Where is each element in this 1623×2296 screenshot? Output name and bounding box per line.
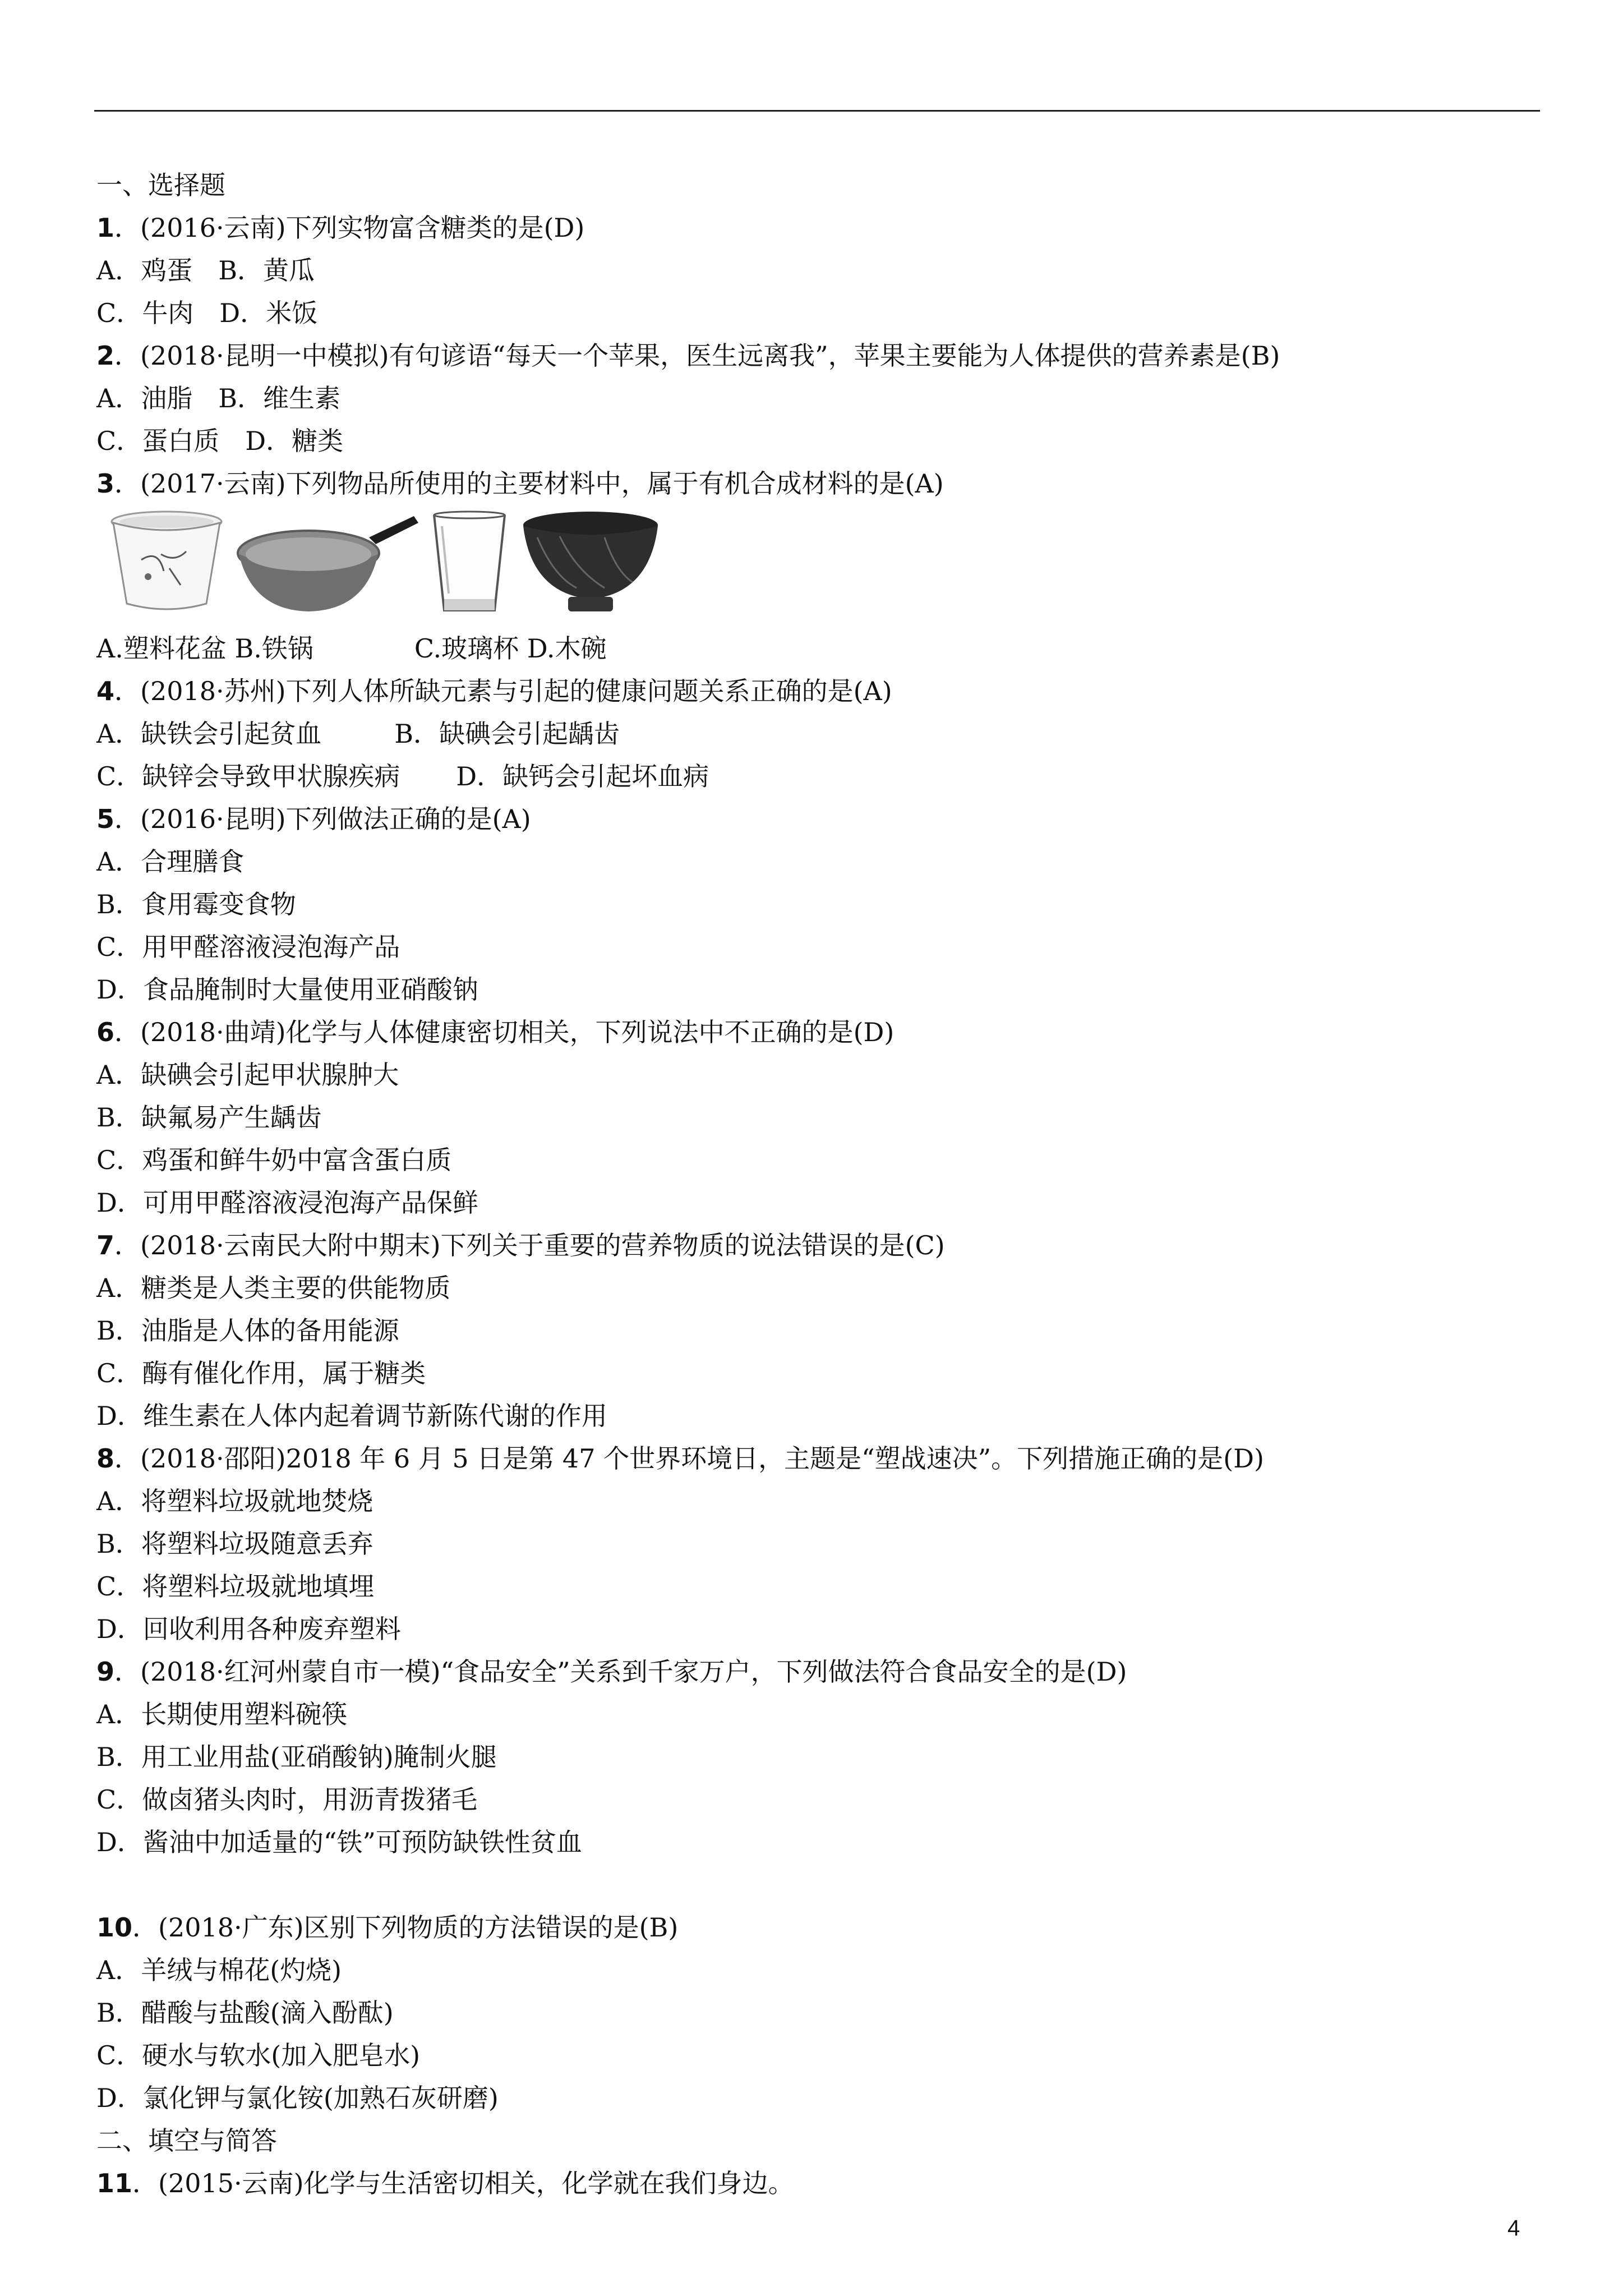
wooden-bowl-icon <box>520 509 661 616</box>
question-10 <box>96 1906 1532 1949</box>
option-d: D．缺钙会引起坏血病 <box>456 761 709 792</box>
question-stem: ．(2015·云南)化学与生活密切相关，化学就在我们身边。 <box>132 2168 794 2198</box>
option-a: A．合理膳食 <box>96 846 245 877</box>
question-3-options <box>96 627 1532 670</box>
option-c: C．酶有催化作用，属于糖类 <box>96 1358 426 1388</box>
question-1-options-row-2: C．牛肉 D．米饭 <box>96 298 318 328</box>
question-number: 7 <box>96 1230 115 1260</box>
section-heading: 一、选择题 <box>96 170 225 200</box>
question-number: 2 <box>96 341 115 371</box>
option-d: D．氯化钾与氯化铵(加熟石灰研磨) <box>96 2083 499 2113</box>
question-stem: ．(2018·昆明一中模拟)有句谚语“每天一个苹果，医生远离我”，苹果主要能为人体提供的营养素是(B) <box>114 341 1280 371</box>
option-b: B．用工业用盐(亚硝酸钠)腌制火腿 <box>96 1742 497 1772</box>
option-c: C．鸡蛋和鲜牛奶中富含蛋白质 <box>96 1145 452 1175</box>
question-number: 11 <box>96 2168 133 2198</box>
question-2-options-row-1: A．油脂 B．维生素 <box>96 383 341 413</box>
question-number: 6 <box>96 1017 115 1047</box>
question-7 <box>96 1224 1532 1267</box>
wok-icon <box>236 509 421 616</box>
question-stem: ．(2017·云南)下列物品所使用的主要材料中，属于有机合成材料的是(A) <box>114 468 944 499</box>
question-number: 3 <box>96 468 115 499</box>
question-stem: ．(2018·苏州)下列人体所缺元素与引起的健康问题关系正确的是(A) <box>114 676 892 706</box>
section-heading: 二、填空与简答 <box>96 2125 277 2156</box>
blank-line <box>96 1864 1532 1906</box>
option-b: B．油脂是人体的备用能源 <box>96 1315 399 1346</box>
question-2 <box>96 334 1532 377</box>
question-number: 8 <box>96 1443 115 1474</box>
question-9 <box>96 1650 1532 1693</box>
question-3-images <box>96 509 1532 622</box>
option-b: B．食用霉变食物 <box>96 889 296 919</box>
question-11 <box>96 2162 1532 2205</box>
option-c: C．缺锌会导致甲状腺疾病 <box>96 761 400 792</box>
question-stem: ．(2018·广东)区别下列物质的方法错误的是(B) <box>132 1912 679 1943</box>
option-d: D．可用甲醛溶液浸泡海产品保鲜 <box>96 1188 478 1218</box>
question-6 <box>96 1011 1532 1053</box>
option-d: D．回收利用各种废弃塑料 <box>96 1614 401 1644</box>
option-d: D．酱油中加适量的“铁”可预防缺铁性贫血 <box>96 1827 582 1857</box>
question-2-options-row-2: C．蛋白质 D．糖类 <box>96 426 344 456</box>
question-stem: ．(2016·昆明)下列做法正确的是(A) <box>114 804 531 834</box>
question-stem: ．(2018·曲靖)化学与人体健康密切相关，下列说法中不正确的是(D) <box>114 1017 895 1047</box>
options-c-d: C.玻璃杯 D.木碗 <box>414 633 607 664</box>
question-3 <box>96 462 1532 505</box>
option-a: A．缺铁会引起贫血 <box>96 719 322 749</box>
question-1 <box>96 206 1532 249</box>
glass-cup-icon <box>427 509 511 616</box>
option-b: B．缺碘会引起龋齿 <box>394 719 620 749</box>
option-a: A．长期使用塑料碗筷 <box>96 1699 348 1729</box>
question-stem: ．(2018·云南民大附中期末)下列关于重要的营养物质的说法错误的是(C) <box>114 1230 945 1260</box>
question-number: 1 <box>96 213 115 243</box>
header-rule <box>94 110 1540 112</box>
option-c: C．硬水与软水(加入肥皂水) <box>96 2040 421 2070</box>
options-a-b: A.塑料花盆 B.铁锅 <box>96 633 313 664</box>
flower-pot-icon <box>108 509 225 616</box>
worksheet-content <box>96 164 1532 2205</box>
option-a: A．糖类是人类主要的供能物质 <box>96 1273 451 1303</box>
option-d: D．食品腌制时大量使用亚硝酸钠 <box>96 974 478 1005</box>
question-4-options-row-1 <box>96 712 1532 755</box>
page-number: 4 <box>1507 2216 1520 2240</box>
question-stem: ．(2018·红河州蒙自市一模)“食品安全”关系到千家万户，下列做法符合食品安全的是(D) <box>114 1657 1127 1687</box>
question-8 <box>96 1437 1532 1480</box>
question-number: 5 <box>96 804 115 834</box>
question-stem: ．(2018·邵阳)2018 年 6 月 5 日是第 47 个世界环境日，主题是“塑战速决”。下列措施正确的是(D) <box>114 1443 1264 1474</box>
question-number: 4 <box>96 676 115 706</box>
question-4-options-row-2 <box>96 755 1532 798</box>
question-number: 9 <box>96 1657 115 1687</box>
question-4 <box>96 670 1532 712</box>
option-b: B．醋酸与盐酸(滴入酚酞) <box>96 1998 394 2028</box>
question-5 <box>96 798 1532 840</box>
option-c: C．用甲醛溶液浸泡海产品 <box>96 932 400 962</box>
question-stem: ．(2016·云南)下列实物富含糖类的是(D) <box>114 213 585 243</box>
option-a: A．将塑料垃圾就地焚烧 <box>96 1486 374 1516</box>
option-c: C．做卤猪头肉时，用沥青拨猪毛 <box>96 1784 478 1815</box>
option-b: B．缺氟易产生龋齿 <box>96 1102 322 1133</box>
question-1-options-row-1: A．鸡蛋 B．黄瓜 <box>96 255 315 286</box>
option-b: B．将塑料垃圾随意丢弃 <box>96 1529 374 1559</box>
option-d: D．维生素在人体内起着调节新陈代谢的作用 <box>96 1401 607 1431</box>
option-a: A．缺碘会引起甲状腺肿大 <box>96 1060 399 1090</box>
option-c: C．将塑料垃圾就地填埋 <box>96 1571 375 1602</box>
question-number: 10 <box>96 1912 133 1943</box>
option-a: A．羊绒与棉花(灼烧) <box>96 1955 342 1985</box>
